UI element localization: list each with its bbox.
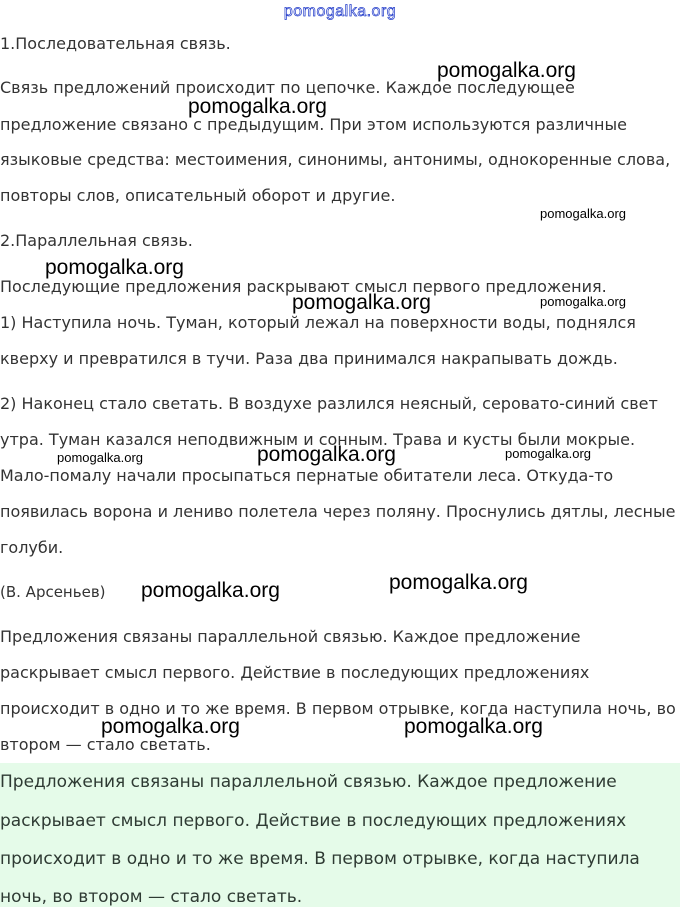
watermark: pomogalka.org (141, 579, 280, 602)
section1-line: предложение связано с предыдущим. При этом используются различные (0, 115, 627, 134)
example1-line: 1) Наступила ночь. Туман, который лежал на поверхности воды, поднялся (0, 313, 636, 332)
watermark: pomogalka.org (389, 571, 528, 594)
section1-line: Связь предложений происходит по цепочке. Каждое последующее (0, 78, 575, 97)
watermark: pomogalka.org (101, 715, 240, 738)
answer-line: раскрывает смысл первого. Действие в последующих предложениях (0, 811, 627, 831)
example2-line: голуби. (0, 538, 64, 557)
site-header (0, 0, 680, 26)
explanation-line: Предложения связаны параллельной связью. Каждое предложение (0, 627, 581, 646)
example1-line: кверху и превратился в тучи. Раза два принимался накрапывать дождь. (0, 349, 618, 368)
watermark: pomogalka.org (292, 291, 431, 314)
watermark: pomogalka.org (540, 294, 626, 309)
answer-line: происходит в одно и то же время. В первом отрывке, когда наступила (0, 849, 640, 869)
answer-line: ночь, во втором — стало светать. (0, 887, 303, 907)
explanation-line: происходит в одно и то же время. В первом отрывке, когда наступила ночь, во (0, 699, 676, 718)
example2-line: 2) Наконец стало светать. В воздухе разлился неясный, серовато-синий свет (0, 394, 658, 413)
explanation-line: раскрывает смысл первого. Действие в последующих предложениях (0, 663, 590, 682)
watermark: pomogalka.org (437, 59, 576, 82)
watermark: pomogalka.org (57, 450, 143, 465)
section1-title: 1.Последовательная связь. (0, 34, 231, 53)
watermark: pomogalka.org (540, 206, 626, 221)
watermark: pomogalka.org (404, 715, 543, 738)
watermark: pomogalka.org (188, 95, 327, 118)
section2-title: 2.Параллельная связь. (0, 231, 193, 250)
answer-line: Предложения связаны параллельной связью. Каждое предложение (0, 772, 617, 792)
explanation-line: втором — стало светать. (0, 735, 211, 754)
example2-line: Мало-помалу начали просыпаться пернатые обитатели леса. Откуда-то (0, 466, 614, 485)
watermark: pomogalka.org (257, 443, 396, 466)
section2-intro: Последующие предложения раскрывают смысл первого предложения. (0, 277, 607, 296)
watermark: pomogalka.org (505, 446, 591, 461)
section1-line: языковые средства: местоимения, синонимы, антонимы, однокоренные слова, (0, 150, 671, 169)
section1-line: повторы слов, описательный оборот и другие. (0, 186, 396, 205)
watermark: pomogalka.org (45, 256, 184, 279)
quote-author: (В. Арсеньев) (0, 583, 106, 601)
site-header-link[interactable]: pomogalka.org (283, 3, 397, 20)
answer-box (0, 763, 680, 907)
example2-line: утра. Туман казался неподвижным и сонным. Трава и кусты были мокрые. (0, 430, 636, 449)
example2-line: появилась ворона и лениво полетела через поляну. Проснулись дятлы, лесные (0, 502, 676, 521)
